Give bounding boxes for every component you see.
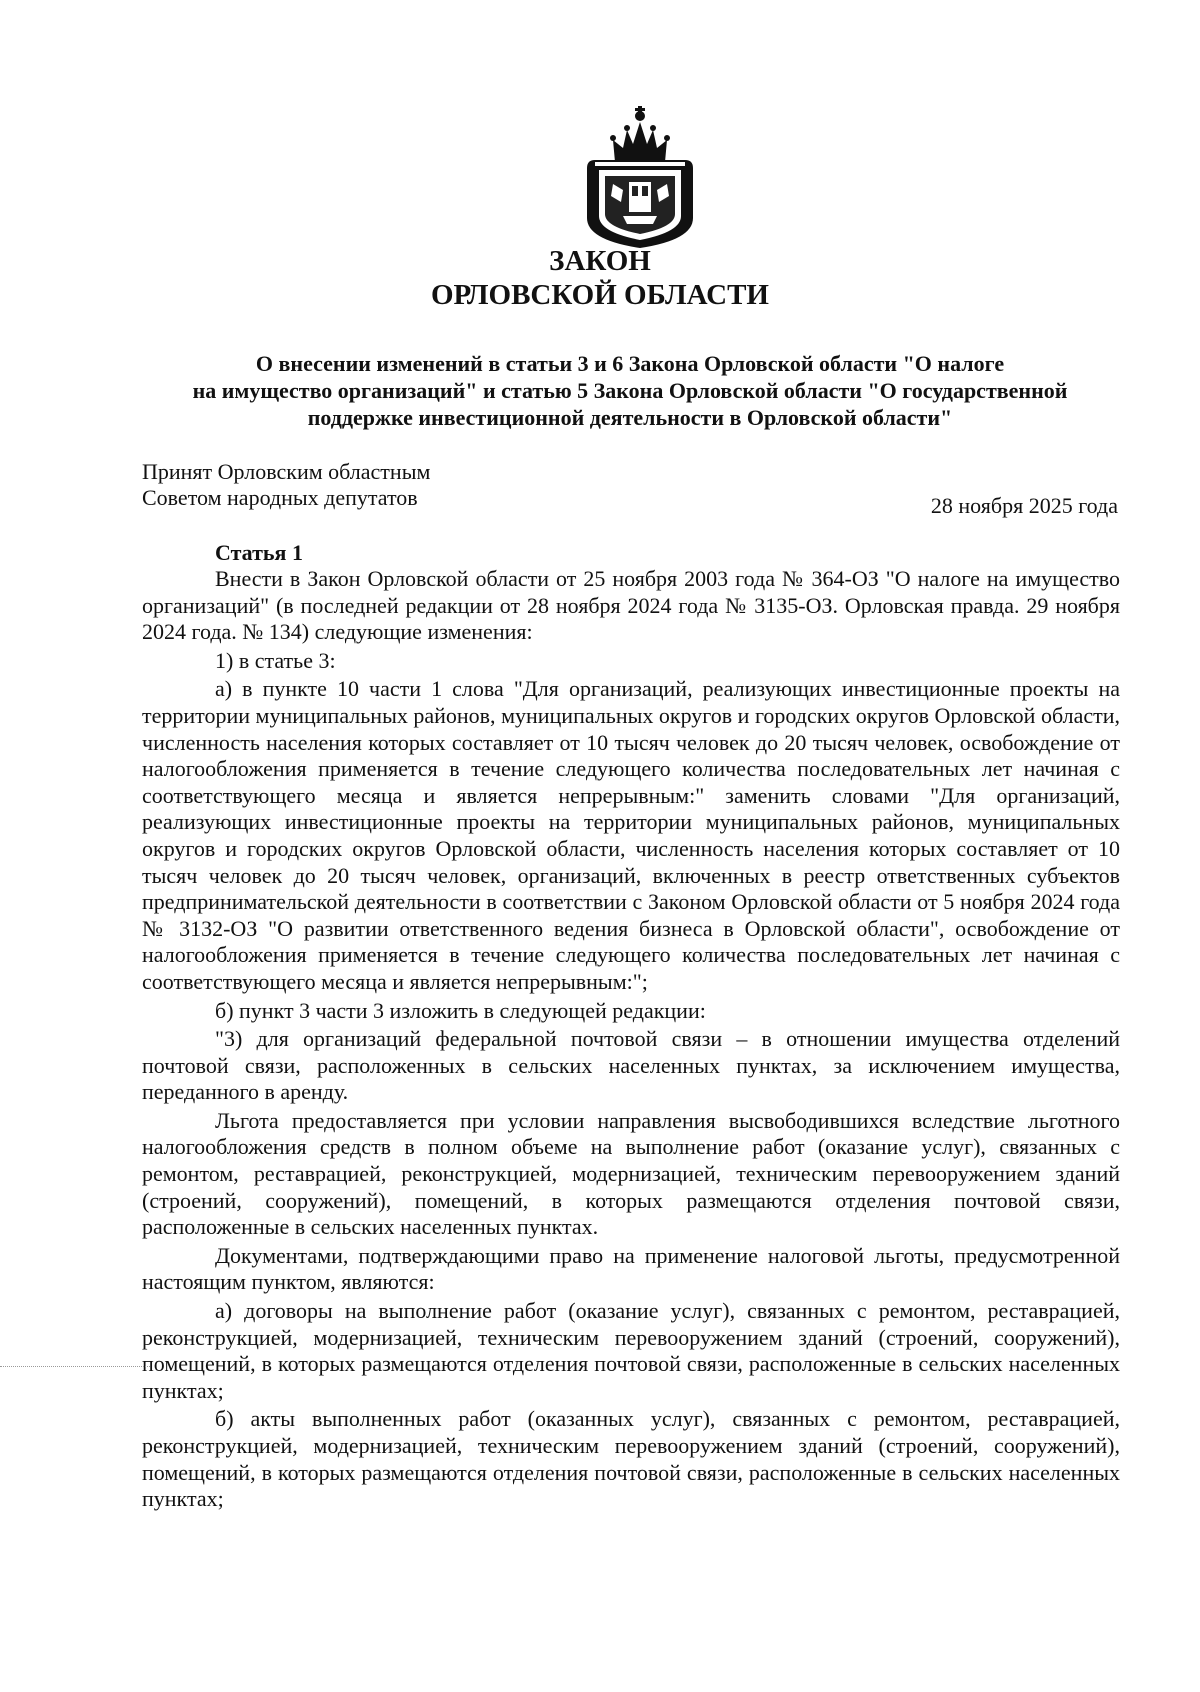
region-title: ОРЛОВСКОЙ ОБЛАСТИ [430, 279, 769, 311]
paragraph: б) пункт 3 части 3 изложить в следующей редакции: [215, 997, 706, 1023]
law-title: ЗАКОН [549, 245, 651, 277]
paragraph: а) в пункте 10 части 1 слова "Для организаций, реализующих инвестиционные проекты на территории муниципальных районов, муниципальных округов и городских округов Орловской области, численность населения которых составляет от 10 тысяч человек до 20 тысяч человек, освобождение от налогообложения применяется в течение следующего количества последовательных лет начиная с соответствующего месяца и является непрерывным:" заменить словами "Для организаций, реализующих инвестиционные проекты на территории муниципальных районов, муниципальных округов и городских округов Орловской области, численность населения которых составляет от 10 тысяч человек до 20 тысяч человек, организаций, включенных в реестр ответственных субъектов предпринимательской деятельности в соответствии с Законом Орловской области от 5 ноября 2024 года № 3132-ОЗ "О развитии ответственного ведения бизнеса в Орловской области", освобождение от налогообложения применяется в течение следующего количества последовательных лет начиная с соответствующего месяца и является непрерывным:"; [142, 676, 1120, 994]
adoption-date: 28 ноября 2025 года [930, 493, 1118, 518]
paragraph: а) договоры на выполнение работ (оказание услуг), связанных с ремонтом, реставрацией, реконструкцией, модернизацией, техническим перевооружением зданий (строений, сооружений), помещений, в которых размещаются отделения почтовой связи, расположенные в сельских населенных пунктах; [142, 1298, 1120, 1403]
paragraph: 1) в статье 3: [215, 647, 336, 673]
adopted-by-line-2: Советом народных депутатов [142, 485, 418, 510]
article-heading: Статья 1 [215, 540, 303, 565]
article-body [142, 566, 1120, 1513]
adopted-by-line-1: Принят Орловским областным [142, 459, 431, 484]
coat-of-arms-emblem [575, 100, 705, 250]
subject-line-2: на имущество организаций" и статью 5 Закона Орловской области "О государственной [192, 378, 1068, 403]
subject-line-1: О внесении изменений в статьи 3 и 6 Закона Орловской области "О налоге [255, 351, 1005, 376]
paragraph: б) акты выполненных работ (оказанных услуг), связанных с ремонтом, реставрацией, реконструкцией, модернизацией, техническим перевооружением зданий (строений, сооружений), помещений, в которых размещаются отделения почтовой связи, расположенные в сельских населенных пунктах; [142, 1406, 1120, 1512]
paragraph: Документами, подтверждающими право на применение налоговой льготы, предусмотренной настоящим пунктом, являются: [142, 1242, 1120, 1295]
subject-line-3: поддержке инвестиционной деятельности в Орловской области" [307, 405, 953, 430]
paragraph: Льгота предоставляется при условии направления высвободившихся вследствие льготного налогообложения средств в полном объеме на выполнение работ (оказание услуг), связанных с ремонтом, реставрацией, реконструкцией, модернизацией, техническим перевооружением зданий (строений, сооружений), помещений, в которых размещаются отделения почтовой связи, расположенные в сельских населенных пунктах. [142, 1107, 1120, 1240]
scan-fold-line [0, 1366, 150, 1367]
paragraph: Внести в Закон Орловской области от 25 ноября 2003 года № 364-ОЗ "О налоге на имущество организаций" (в последней редакции от 28 ноября 2024 года № 3135-ОЗ. Орловская правда. 29 ноября 2024 года. № 134) следующие изменения: [142, 566, 1120, 645]
paragraph: "3) для организаций федеральной почтовой связи – в отношении имущества отделений почтовой связи, расположенных в сельских населенных пунктах, за исключением имущества, переданного в аренду. [142, 1026, 1120, 1105]
